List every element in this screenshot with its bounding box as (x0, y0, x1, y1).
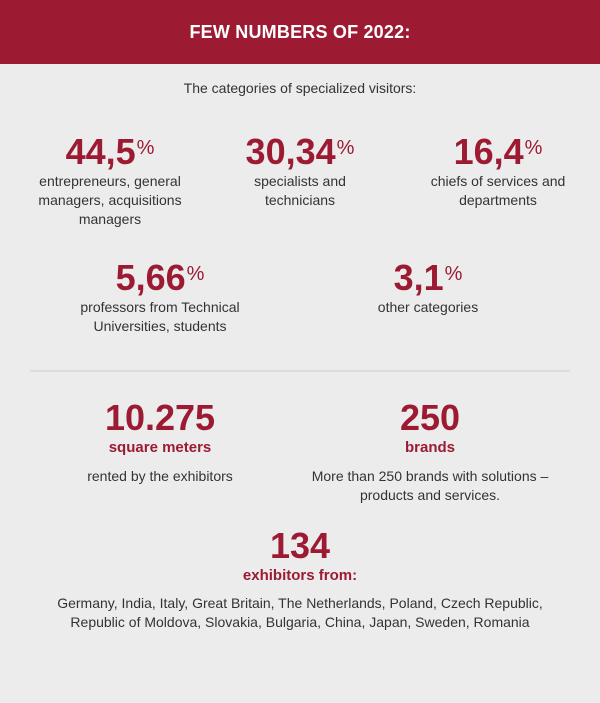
exhibitors-value: 134 (269, 525, 331, 566)
stat-area (40, 398, 280, 486)
stat-specialists (220, 132, 380, 210)
brands-unit: brands (404, 439, 455, 456)
stat-chiefs (398, 132, 598, 210)
stat-value: 30,34% (245, 131, 355, 172)
exhibitors-label: Germany, India, Italy, Great Britain, The Netherlands, Poland, Czech Republic, Republic of Moldova, Slovakia, Bulgaria, China, Japan, Sweden, Romania (57, 595, 543, 630)
stat-label: specialists and technicians (254, 173, 346, 208)
stat-value: 5,66% (115, 257, 205, 298)
stat-exhibitors (50, 526, 550, 632)
stat-value: 44,5% (65, 131, 155, 172)
section-divider (30, 370, 570, 372)
visitors-subtitle: The categories of specialized visitors: (183, 80, 417, 96)
area-unit: square meters (108, 439, 212, 456)
header-title: FEW NUMBERS OF 2022: (189, 21, 411, 42)
brands-label: More than 250 brands with solutions – products and services. (311, 468, 549, 503)
header-banner (0, 0, 600, 64)
exhibitors-unit: exhibitors from: (242, 567, 358, 584)
stat-label: chiefs of services and departments (430, 173, 566, 208)
area-value: 10.275 (104, 397, 216, 438)
stat-label: entrepreneurs, general managers, acquisitions managers (38, 173, 182, 227)
stat-entrepreneurs (10, 132, 210, 229)
stat-label: other categories (377, 299, 479, 315)
stat-value: 3,1% (393, 257, 463, 298)
stat-value: 16,4% (453, 131, 543, 172)
stat-other (328, 258, 528, 317)
stat-label: professors from Technical Universities, students (80, 299, 240, 334)
stat-professors (55, 258, 265, 336)
stat-brands (280, 398, 580, 505)
area-label: rented by the exhibitors (87, 468, 233, 484)
brands-value: 250 (399, 397, 461, 438)
